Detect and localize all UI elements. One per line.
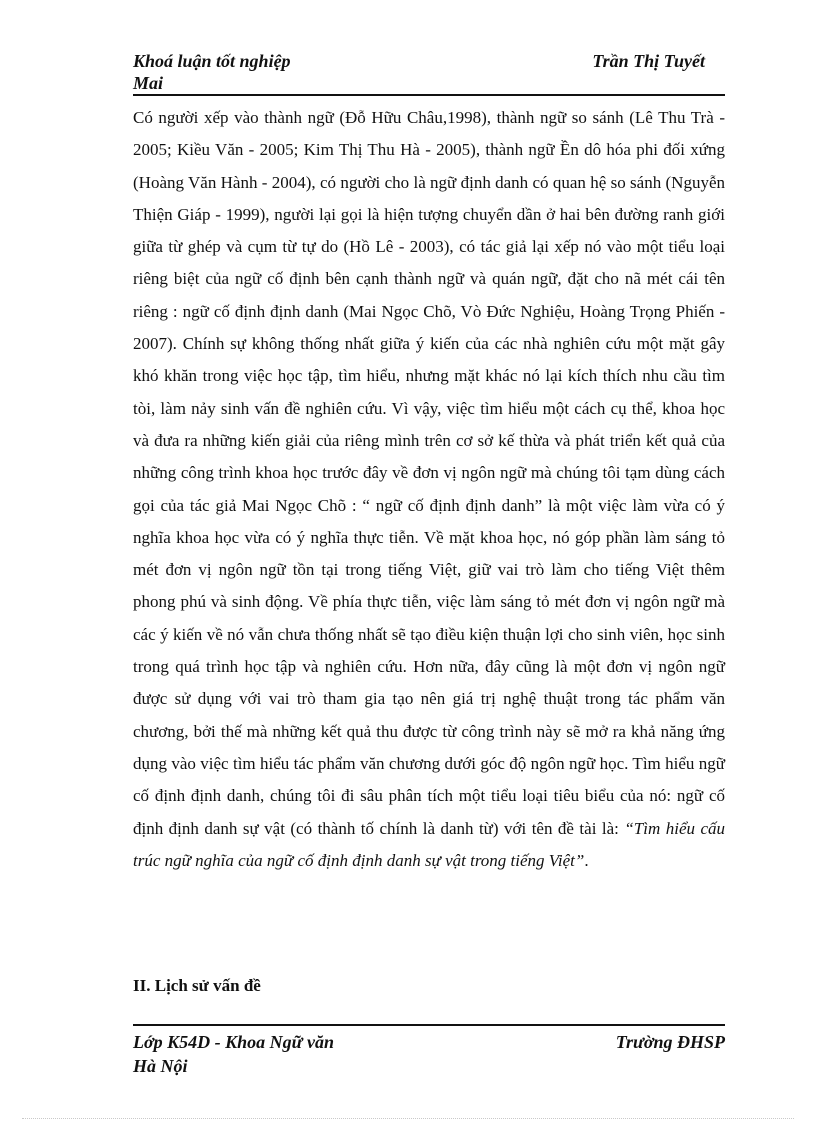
body-text	[133, 102, 725, 877]
page-header	[133, 50, 725, 94]
main-paragraph	[133, 102, 725, 877]
section-heading: II. Lịch sử vấn đề	[133, 976, 261, 995]
page-footer	[133, 1030, 725, 1078]
header-author-surname-continuation: Mai	[133, 73, 164, 93]
footer-class-faculty: Lớp K54D - Khoa Ngữ văn	[133, 1032, 334, 1052]
page-bottom-edge	[22, 1118, 794, 1119]
header-author-name: Trần Thị Tuyết	[592, 51, 705, 71]
header-divider	[133, 94, 725, 96]
footer-university: Trường ĐHSP	[615, 1032, 725, 1052]
footer-city: Hà Nội	[133, 1056, 188, 1076]
thesis-title-period: .	[584, 850, 589, 870]
paragraph-text: Có người xếp vào thành ngữ (Đỗ Hữu Châu,1998), thành ngữ so sánh (Lê Thu Trà - 2005; Kiều Văn - 2005; Kim Thị Thu Hà - 2005), thành ngữ Ền dô hóa phi đối xứng (Hoàng Văn Hành - 2004), có người cho là ngữ định danh có quan hệ so sánh (Nguyễn Thiện Giáp - 1999), người lại gọi là hiện tượng chuyển dần ở hai bên đường ranh giới giữa từ ghép và cụm từ tự do (Hồ Lê - 2003), có tác giả lại xếp nó vào một tiểu loại riêng biệt của ngữ cố định bên cạnh thành ngữ và quán ngữ, đặt cho nã mét cái tên riêng : ngữ cố định định danh (Mai Ngọc Chõ, Vò Đức Nghiệu, Hoàng Trọng Phiến - 2007). Chính sự không thống nhất giữa ý kiến của các nhà nghiên cứu một mặt gây khó khăn trong việc học tập, tìm hiểu, nhưng mặt khác nó lại kích thích nhu cầu tìm tòi, làm nảy sinh vấn đề nghiên cứu. Vì vậy, việc tìm hiểu một cách cụ thể, khoa học và đưa ra những kiến giải của riêng mình trên cơ sở kế thừa và phát triển kết quả của những công trình khoa học trước đây về đơn vị ngôn ngữ mà chúng tôi tạm dùng cách gọi của tác giả Mai Ngọc Chõ : “ ngữ cố định định danh” là một việc làm vừa có ý nghĩa khoa học vừa có ý nghĩa thực tiễn. Về mặt khoa học, nó góp phần làm sáng tỏ mét đơn vị ngôn ngữ tồn tại trong tiếng Việt, giữ vai trò làm cho tiếng Việt thêm phong phú và sinh động. Về phía thực tiễn, việc làm sáng tỏ mét đơn vị ngôn ngữ mà các ý kiến về nó vẫn chưa thống nhất sẽ tạo điều kiện thuận lợi cho sinh viên, học sinh trong quá trình học tập và nghiên cứu. Hơn nữa, đây cũng là một đơn vị ngôn ngữ được sử dụng với vai trò tham gia tạo nên giá trị nghệ thuật trong tác phẩm văn chương, bởi thế mà những kết quả thu được từ công trình này sẽ mở ra khả năng ứng dụng vào việc tìm hiểu tác phẩm văn chương dưới góc độ ngôn ngữ học. Tìm hiểu ngữ cố định định danh, chúng tôi đi sâu phân tích một tiểu loại tiêu biểu của nó: ngữ cố định định danh sự vật (có thành tố chính là danh từ) với tên đề tài là:	[133, 108, 725, 838]
header-document-type: Khoá luận tốt nghiệp	[133, 51, 291, 71]
thesis-title: “Tìm hiểu cấu trúc ngữ nghĩa của ngữ cố định định danh sự vật trong tiếng Việt”	[133, 818, 725, 870]
footer-divider	[133, 1024, 725, 1026]
